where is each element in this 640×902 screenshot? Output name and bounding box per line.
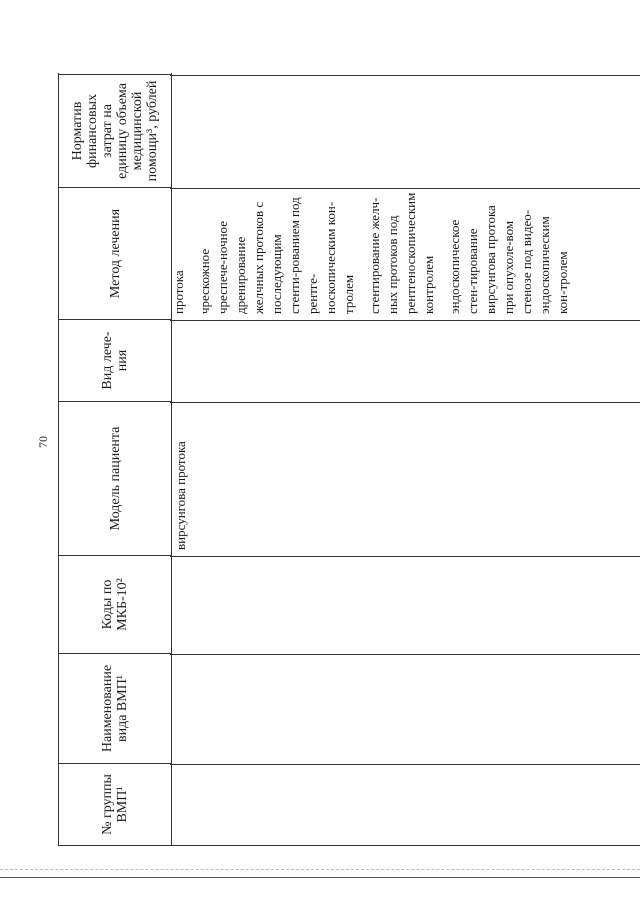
cell-financial-norm [170,75,640,188]
cell-treatment-type [170,320,640,402]
cell-patient-model [170,402,640,556]
cell-treatment-method [170,188,640,320]
header-financial-norm: Норматив финансовых затрат на единицу объема медицинской помощи³, рублей [59,74,171,187]
scan-edge-line [0,877,640,878]
cell-group-no [170,764,640,846]
header-icd-codes: Коды по МКБ-10² [59,555,171,653]
cell-icd-codes [170,556,640,654]
table-header-row [58,73,172,846]
page-number: 70 [36,436,50,448]
cell-vmp-name [170,654,640,764]
header-patient-model: Модель пациента [59,401,171,555]
header-treatment-method: Метод лечения [59,187,171,319]
treatment-methods-list [170,193,580,314]
header-treatment-type: Вид лече-ния [59,319,171,401]
patient-model-text: вирсунгова протока [173,441,188,550]
rotated-table [58,74,640,846]
scan-edge-faint [0,869,640,871]
method-item: стентирование желч-ных протоков под рентгеноскопическим контролем [367,192,436,314]
header-group-no: № группы ВМП¹ [59,763,171,845]
method-item: протока [171,270,186,314]
method-item: чрескожное чреспече-ночное дренирование желчных протоков с последующим стенти-рованием под рентге-носкопическим кон-тролем [197,197,356,314]
method-item: эндоскопическое стен-тирование вирсунгова протока при опухоле-вом стенозе под видео-эндоскопическим кон-тролем [447,205,570,314]
header-vmp-name: Наименование вида ВМП¹ [59,653,171,763]
